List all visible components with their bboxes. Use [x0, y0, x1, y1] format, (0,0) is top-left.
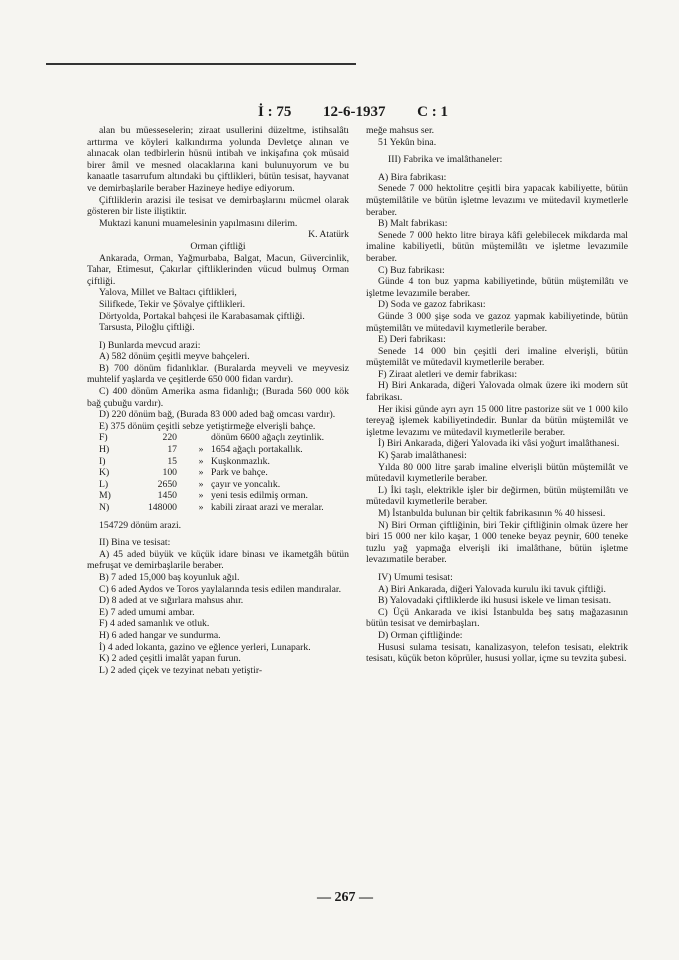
paragraph: D) Orman çiftliğinde: — [378, 629, 463, 641]
table-cell-letter: M) — [99, 490, 111, 502]
table-row — [87, 467, 349, 479]
table-cell-letter: H) — [99, 444, 110, 456]
paragraph: B) Malt fabrikası: — [378, 218, 448, 230]
table-cell-ditto: » — [198, 502, 204, 513]
top-rule — [46, 63, 356, 65]
paragraph: B) Yalovadaki çiftliklerde iki hususi iskele ve liman tesisatı. — [378, 595, 611, 607]
paragraph: Dörtyolda, Portakal bahçesi ile Karabasamak çiftliği. — [99, 310, 305, 322]
paragraph: Muktazi kanuni muamelesinin yapılmasını dilerim. — [99, 217, 298, 229]
paragraph: 51 Yekûn bina. — [378, 136, 437, 148]
paragraph: Günde 3 000 şişe soda ve gazoz yapmak kabiliyetinde, bütün müştemilâtı ve mütedavil kıymetlerile beraber. — [366, 310, 628, 334]
paragraph: Ankarada, Orman, Yağmurbaba, Balgat, Macun, Güvercinlik, Tahar, Etimesut, Çakırlar çiftliklerinden vücud bulmuş Orman çiftliği. — [87, 252, 349, 287]
table-cell-desc: Kuşkonmazlık. — [211, 455, 270, 467]
paragraph: Senede 14 000 bin çeşitli deri imaline elverişli, bütün müştemilât ve mütedavil kıymetlerile beraber. — [366, 345, 628, 369]
paragraph: H) 6 aded hangar ve sundurma. — [99, 629, 221, 641]
table-cell-ditto — [191, 432, 211, 444]
table-cell-desc: yeni tesis edilmiş orman. — [211, 490, 308, 502]
table-row — [87, 502, 349, 514]
table-cell-letter: F) — [99, 432, 108, 444]
paragraph: Günde 4 ton buz yapma kabiliyetinde, bütün müştemilâtı ve işletme levazımile beraber. — [366, 276, 628, 299]
table-cell-amount: 15 — [167, 455, 177, 467]
table-cell-letter: L) — [99, 478, 109, 490]
paragraph: IV) Umumi tesisat: — [378, 571, 453, 583]
table-row — [87, 456, 349, 468]
paragraph: Yılda 80 000 litre şarab imaline elverişli bütün müştemilât ve mütedavil kıymetlerile beraber. — [366, 461, 628, 485]
table-cell-amount: 1450 — [157, 490, 177, 502]
right-column — [366, 125, 628, 665]
paragraph: E) 375 dönüm çeşitli sebze yetiştirmeğe elverişli bahçe. — [99, 420, 316, 432]
paragraph: 154729 dönüm arazi. — [99, 519, 182, 531]
header-volume: C : 1 — [417, 104, 448, 120]
paragraph: L) 2 aded çiçek ve tezyinat nebatı yetiştir- — [99, 664, 263, 676]
page-number: — 267 — — [317, 890, 373, 905]
table-cell-desc: kabili ziraat arazi ve meralar. — [211, 502, 324, 513]
table-cell-amount: 2650 — [157, 478, 177, 490]
paragraph: C) Buz fabrikası: — [378, 264, 445, 276]
paragraph: I) Bunlarda mevcud arazi: — [99, 339, 201, 351]
paragraph: F) 4 aded samanlık ve otluk. — [99, 618, 210, 630]
table-cell-amount: 148000 — [147, 502, 177, 513]
paragraph: E) 7 aded umumi ambar. — [99, 606, 195, 618]
paragraph: D) 220 dönüm bağ, (Burada 83 000 aded bağ omcası vardır). — [99, 409, 336, 421]
table-cell-desc: Park ve bahçe. — [211, 467, 268, 479]
table-cell-ditto: » — [198, 490, 204, 502]
table-cell-amount: 17 — [167, 444, 177, 456]
table-cell-letter: I) — [99, 455, 106, 467]
paragraph: B) 700 dönüm fidanlıklar. (Buralarda meyveli ve meyvesiz muhtelif yaşlarda ve çeşitlerde 650 000 fidan vardır). — [87, 362, 349, 386]
paragraph: K) 2 aded çeşitli imalât yapan furun. — [99, 653, 241, 665]
paragraph: K. Atatürk — [308, 229, 349, 241]
paragraph: D) 8 aded at ve sığırlara mahsus ahır. — [99, 595, 244, 607]
paragraph: A) Biri Ankarada, diğeri Yalovada kurulu iki tavuk çiftliği. — [378, 583, 606, 595]
paragraph: Senede 7 000 hekto litre biraya kâfi gelebilecek mikdarda mal imaline kabiliyetli, bütün müştemilâtı ve işletme levazımile beraber. — [366, 229, 628, 264]
table-row — [87, 444, 349, 456]
page-header — [258, 104, 448, 121]
paragraph: C) Üçü Ankarada ve ikisi İstanbulda beş satış mağazasının bütün tesisat ve demirbaşları. — [366, 606, 628, 630]
paragraph: L) İki taşlı, elektrikle işler bir değirmen, bütün müştemilâtı ve mütedavil kıymetlerile beraber. — [366, 484, 628, 508]
paragraph: Orman çiftliği — [190, 240, 246, 252]
paragraph: Hususi sulama tesisatı, kanalizasyon, telefon tesisatı, elektrik tesisatı, küçük beton köprüler, hususi yollar, içme su tevzita şubesi. — [366, 641, 628, 665]
left-column — [87, 125, 349, 676]
table-cell-letter: K) — [99, 467, 110, 479]
table-cell-ditto: » — [198, 478, 204, 490]
paragraph: İ) Biri Ankarada, diğeri Yalovada iki vâsi yoğurt imalâthanesi. — [378, 438, 620, 450]
paragraph: C) 6 aded Aydos ve Toros yaylalarında tesis edilen mandıralar. — [99, 583, 341, 595]
paragraph: E) Deri fabrikası: — [378, 334, 446, 346]
paragraph: K) Şarab imalâthanesi: — [378, 450, 467, 462]
paragraph: Yalova, Millet ve Baltacı çiftlikleri, — [99, 287, 237, 299]
paragraph: III) Fabrika ve imalâthaneler: — [388, 154, 503, 166]
paragraph: İ) 4 aded lokanta, gazino ve eğlence yerleri, Lunapark. — [99, 641, 311, 653]
paragraph: D) Soda ve gazoz fabrikası: — [378, 299, 486, 311]
paragraph: M) İstanbulda bulunan bir çeltik fabrikasının % 40 hissesi. — [378, 508, 606, 519]
paragraph: A) 45 aded büyük ve küçük idare binası ve ikametgâh bütün mefruşat ve demirbaşlarile beraber. — [87, 548, 349, 572]
paragraph: Çiftliklerin arazisi ile tesisat ve demirbaşlarını mücmel olarak gösteren bir liste iliştiktir. — [87, 194, 349, 218]
table-cell-letter: N) — [99, 502, 110, 513]
table-cell-ditto: » — [198, 455, 204, 467]
table-cell-desc: 1654 ağaçlı portakallık. — [211, 444, 303, 456]
paragraph: Tarsusta, Piloğlu çiftliği. — [99, 322, 195, 334]
paragraph: A) 582 dönüm çeşitli meyve bahçeleri. — [99, 351, 250, 363]
paragraph: N) Biri Orman çiftliğinin, biri Tekir çiftliğinin olmak üzere her biri 15 000 ner kilo kaşar, 1 000 teneke beyaz peynir, 600 teneke tuzlu yağ yapmağa elverişli iki imalâthane, bütün işletme levazımatile beraber. — [366, 519, 628, 566]
table-cell-amount: 220 — [162, 432, 177, 444]
paragraph: II) Bina ve tesisat: — [99, 537, 171, 549]
paragraph: C) 400 dönüm Amerika asma fidanlığı; (Burada 560 000 kök bağ çubuğu vardır). — [87, 386, 349, 409]
table-cell-ditto: » — [198, 444, 204, 456]
paragraph: H) Biri Ankarada, diğeri Yalovada olmak üzere iki modern süt fabrikası. — [366, 380, 628, 404]
table-row — [87, 432, 349, 444]
paragraph: Silifkede, Tekir ve Şövalye çiftlikleri. — [99, 298, 246, 310]
header-term: İ : 75 — [258, 104, 292, 120]
table-cell-desc: dönüm 6600 ağaçlı zeytinlik. — [211, 432, 324, 444]
table-cell-desc: çayır ve yoncalık. — [211, 478, 281, 490]
header-date: 12-6-1937 — [323, 104, 386, 120]
paragraph: alan bu müesseselerin; ziraat usullerini düzeltme, istihsalâtı arttırma ve köyleri kalkındırma yolunda Devletçe alınan ve alınacak olan tedbirlerin hüsnü intibah ve inkişafına çok müsaid birer âmil ve mesned olacaklarına kani bulunuyorum ve bu kanaatle tasarrufum altındaki bu çiftlikleri, bütün tesisat, hayvanat ve demirbaşlarile beraber Hazineye hediye ediyorum. — [87, 125, 349, 194]
table-cell-amount: 100 — [162, 467, 177, 479]
paragraph: Senede 7 000 hektolitre çeşitli bira yapacak kabiliyette, bütün müştemilâtile ve bütün işletme levazımı ve mütedavil kıymetlerle beraber. — [366, 183, 628, 218]
table-cell-ditto: » — [198, 467, 204, 479]
paragraph: B) 7 aded 15,000 baş koyunluk ağıl. — [99, 571, 240, 583]
paragraph: meğe mahsus ser. — [366, 125, 435, 136]
land-table — [87, 432, 349, 513]
paragraph: A) Bira fabrikası: — [378, 171, 447, 183]
paragraph: F) Ziraat aletleri ve demir fabrikası: — [378, 368, 518, 380]
paragraph: Her ikisi günde ayrı ayrı 15 000 litre pastorize süt ve 1 000 kilo tereyağ işlemek kabiliyetindedir. Bunlar da bütün müştemilât ve işletme levazımı ve mütedavil kıymetlerile beraber. — [366, 403, 628, 438]
table-row — [87, 490, 349, 502]
table-row — [87, 479, 349, 491]
